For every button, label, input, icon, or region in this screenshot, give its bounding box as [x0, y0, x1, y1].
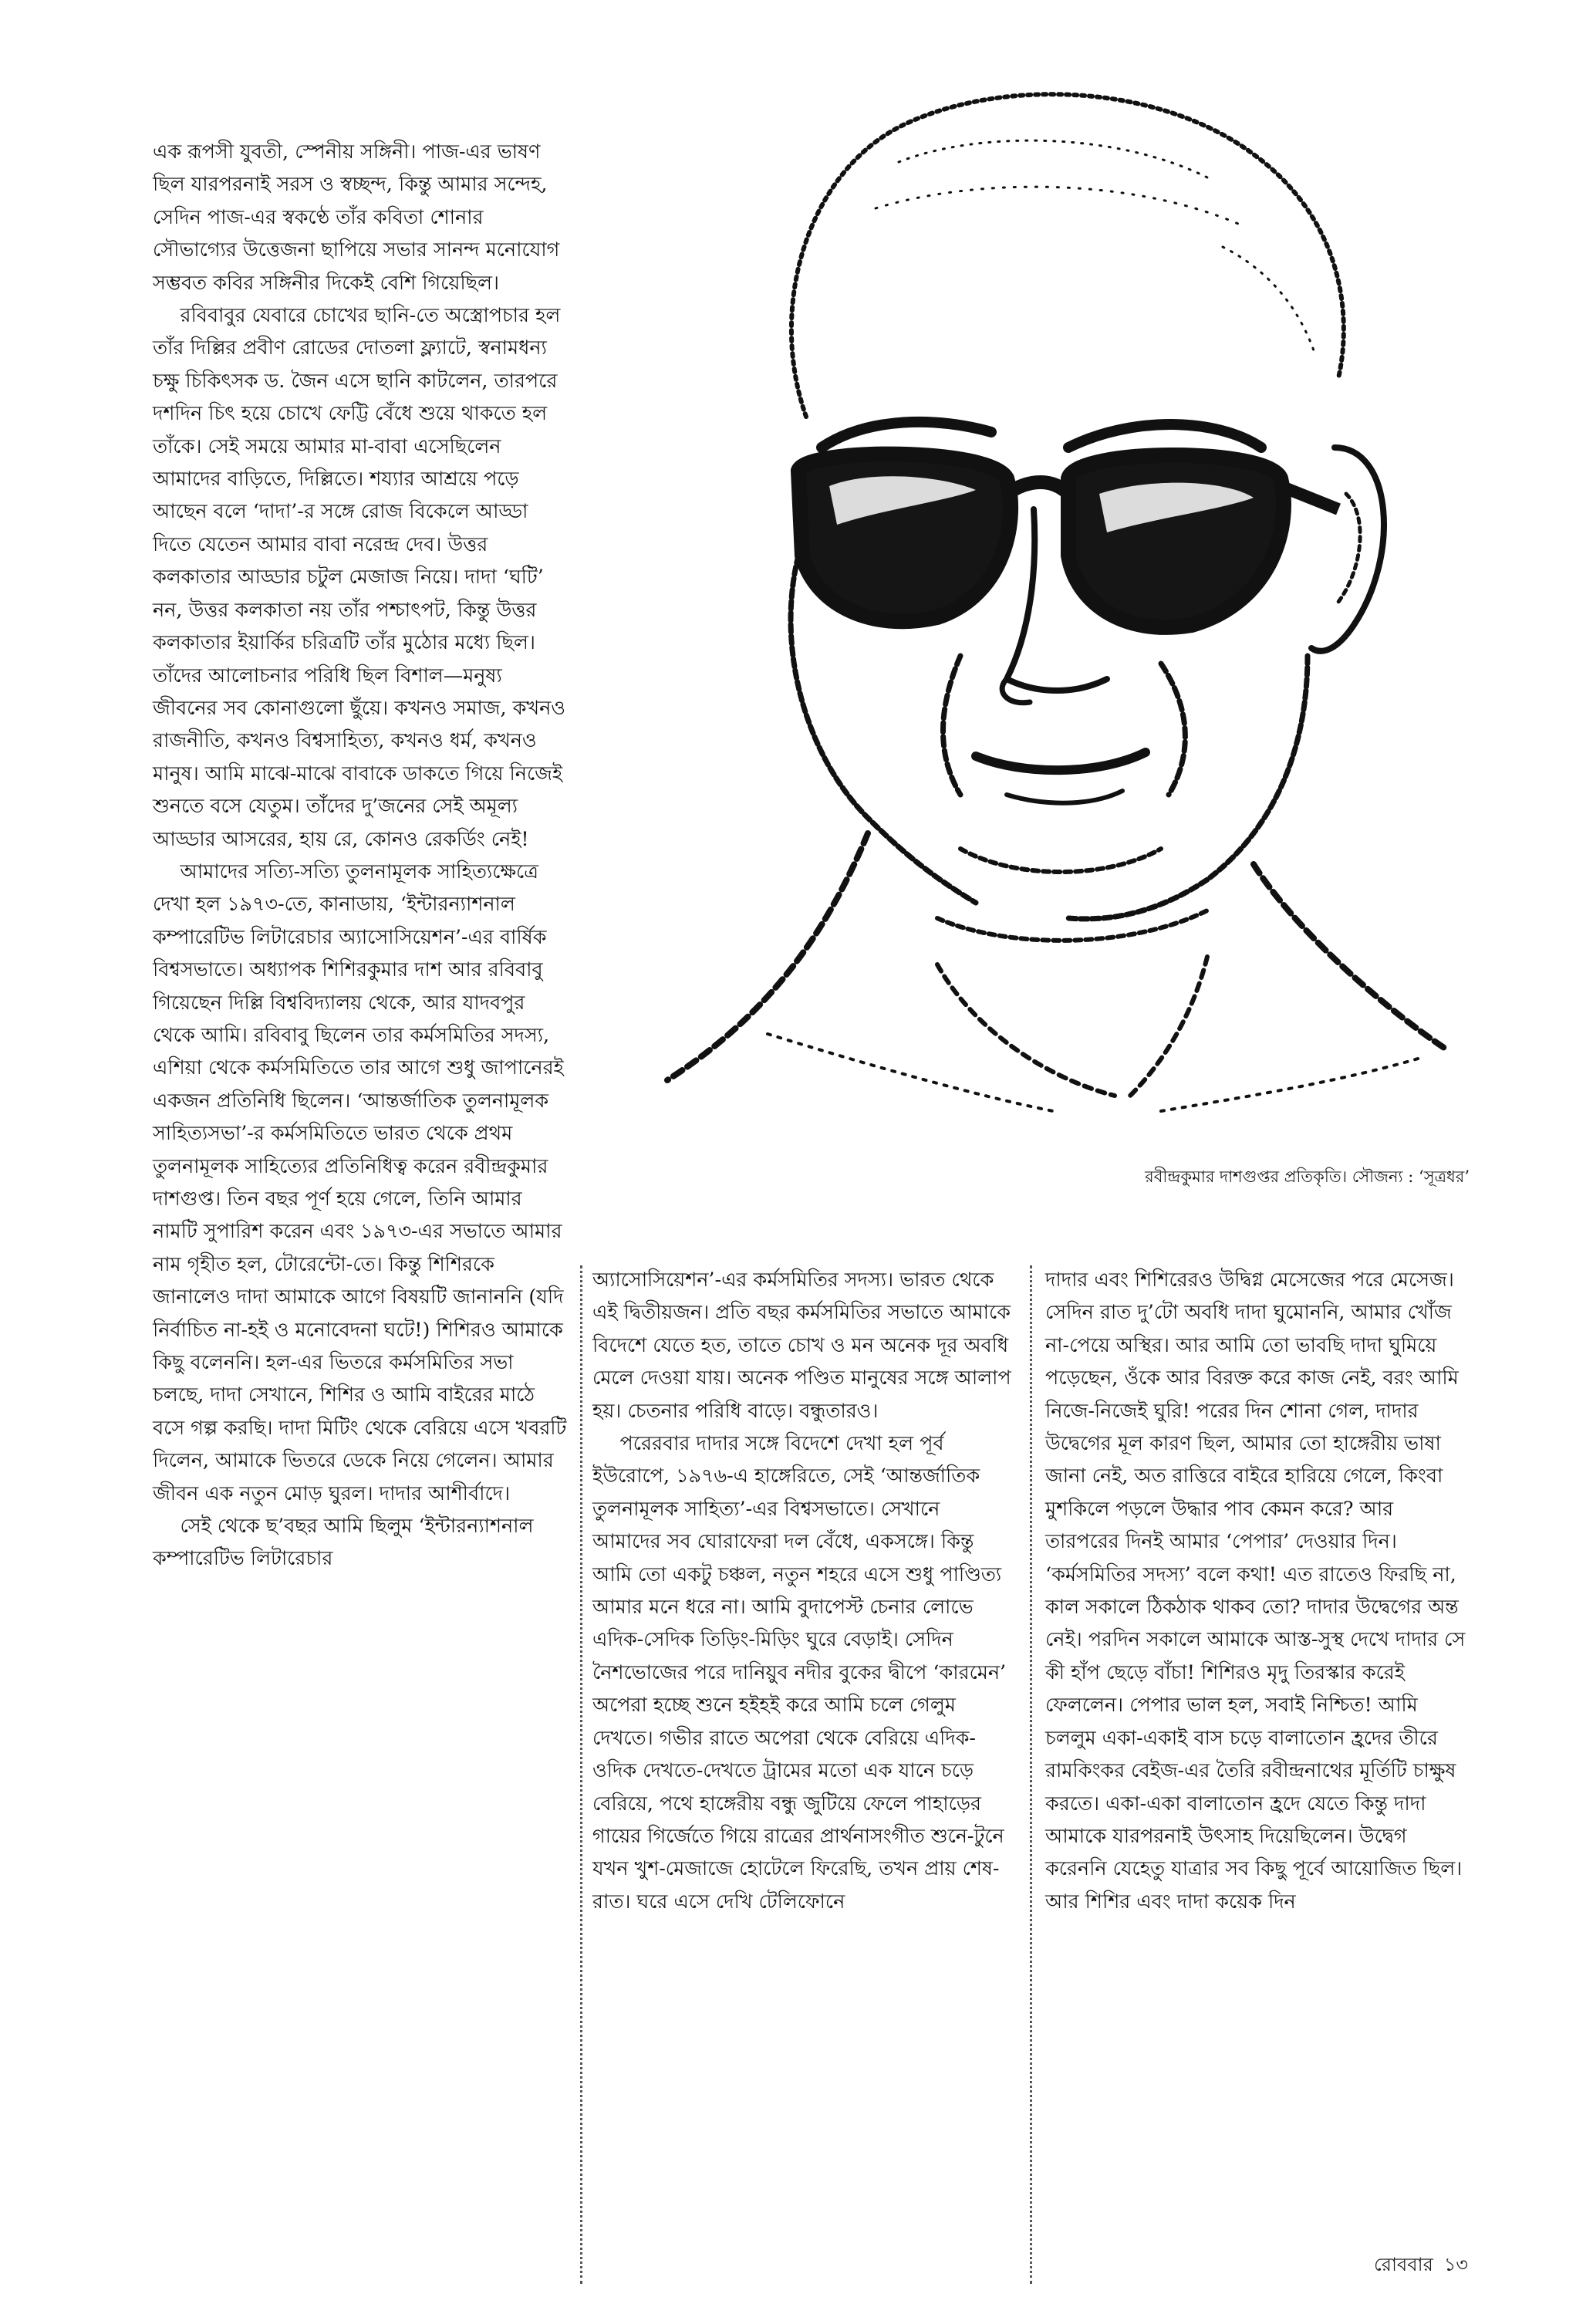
- figure-caption: রবীন্দ্রকুমার দাশগুপ্তর প্রতিকৃতি। সৌজন্য : ‘সূত্রধর’: [1145, 1167, 1470, 1186]
- column-divider: [580, 1265, 582, 2284]
- paragraph: সেই থেকে ছ’বছর আমি ছিলুম ‘ইন্টারন্যাশনাল কম্পারেটিভ লিটারেচার: [153, 1514, 534, 1570]
- mouth: [976, 752, 1146, 770]
- paragraph: দাদার এবং শিশিরেরও উদ্বিগ্ন মেসেজের পরে মেসেজ। সেদিন রাত দু’টো অবধি দাদা ঘুমোননি, আমার খোঁজ না-পেয়ে অস্থির। আর আমি তো ভাবছি দাদা ঘুমিয়ে পড়েছেন, ওঁকে আর বিরক্ত করে কাজ নেই, বরং আমি নিজে-নিজেই ঘুরি! পরের দিন শোনা গেল, দাদার উদ্বেগের মূল কারণ ছিল, আমার তো হাঙ্গেরীয় ভাষা জানা নেই, অত রাত্তিরে বাইরে হারিয়ে গেলে, কিংবা মুশকিলে পড়লে উদ্ধার পাব কেমন করে? আর তারপরের দিনই আমার ‘পেপার’ দেওয়ার দিন। ‘কর্মসমিতির সদস্য’ বলে কথা! এত রাতেও ফিরছি না, কাল সকালে ঠিকঠাক থাকব তো? দাদার উদ্বেগের অন্ত নেই। পরদিন সকালে আমাকে আস্ত-সুস্থ দেখে দাদার সে কী হাঁপ ছেড়ে বাঁচা! শিশিরও মৃদু তিরস্কার করেই ফেললেন। পেপার ভাল হল, সবাই নিশ্চিত! আমি চললুম একা-একাই বাস চড়ে বালাতোন হ্রদের তীরে রামকিংকর বেইজ-এর তৈরি রবীন্দ্রনাথের মূর্তিটি চাক্ষুষ করতে। একা-একা বালাতোন হ্রদে যেতে কিন্তু দাদা আমাকে যারপরনাই উৎসাহ দিয়েছিলেন। উদ্বেগ করেননি যেহেতু যাত্রার সব কিছু পূর্বে আয়োজিত ছিল। আর শিশির এবং দাদা কয়েক দিন: [1045, 1268, 1466, 1913]
- neck-fold: [937, 910, 1207, 941]
- ear: [1311, 448, 1384, 651]
- page-footer: [1363, 2253, 1468, 2276]
- paragraph: আমাদের সত্যি-সত্যি তুলনামূলক সাহিত্যক্ষেত্রে দেখা হল ১৯৭৩-তে, কানাডায়, ‘ইন্টারন্যাশনাল কম্পারেটিভ লিটারেচার অ্যাসোসিয়েশন’-এর বার্ষিক বিশ্বসভাতে। অধ্যাপক শিশিরকুমার দাশ আর রবিবাবু গিয়েছেন দিল্লি বিশ্ববিদ্যালয় থেকে, আর যাদবপুর থেকে আমি। রবিবাবু ছিলেন তার কর্মসমিতির সদস্য, এশিয়া থেকে কর্মসমিতিতে তার আগে শুধু জাপানেরই একজন প্রতিনিধি ছিলেন। ‘আন্তর্জাতিক তুলনামূলক সাহিত্যসভা’-র কর্মসমিতিতে ভারত থেকে প্রথম তুলনামূলক সাহিত্যের প্রতিনিধিত্ব করেন রবীন্দ্রকুমার দাশগুপ্ত। তিন বছর পূর্ণ হয়ে গেলে, তিনি আমার নামটি সুপারিশ করেন এবং ১৯৭৩-এর সভাতে আমার নাম গৃহীত হল, টোরেন্টো-তে। কিন্তু শিশিরকে জানালেও দাদা আমাকে আগে বিষয়টি জানাননি (যদি নির্বাচিত না-হই ও মনোবেদনা ঘটে!) শিশিরও আমাকে কিছু বলেননি। হল-এর ভিতরে কর্মসমিতির সভা চলছে, দাদা সেখানে, শিশির ও আমি বাইরের মাঠে বসে গল্প করছি। দাদা মিটিং থেকে বেরিয়ে এসে খবরটি দিলেন, আমাকে ভিতরে ডেকে নিয়ে গেলেন। আমার জীবন এক নতুন মোড় ঘুরল। দাদার আশীর্বাদে।: [153, 859, 567, 1505]
- article-column-right: [1045, 1263, 1470, 1917]
- forehead-texture: [899, 140, 1207, 177]
- paragraph: এক রূপসী যুবতী, স্পেনীয় সঙ্গিনী। পাজ-এর ভাষণ ছিল যারপরনাই সরস ও স্বচ্ছন্দ, কিন্তু আমার সন্দেহ, সেদিন পাজ-এর স্বকণ্ঠে তাঁর কবিতা শোনার সৌভাগ্যের উত্তেজনা ছাপিয়ে সভার সানন্দ মনোযোগ সম্ভবত কবির সঙ্গিনীর দিকেই বেশি গিয়েছিল।: [153, 140, 560, 294]
- paragraph: অ্যাসোসিয়েশন’-এর কর্মসমিতির সদস্য। ভারত থেকে এই দ্বিতীয়জন। প্রতি বছর কর্মসমিতির সভাতে আমাকে বিদেশে যেতে হত, তাতে চোখ ও মন অনেক দূর অবধি মেলে দেওয়া যায়। অনেক পণ্ডিত মানুষের সঙ্গে আলাপ হয়। চেতনার পরিধি বাড়ে। বন্ধুতারও।: [592, 1268, 1011, 1422]
- collar-left: [667, 833, 868, 1080]
- page-number: ১৩: [1443, 2254, 1468, 2275]
- portrait-illustration: [575, 15, 1470, 1134]
- article-column-left: [153, 135, 569, 1575]
- head-outline: [791, 94, 1344, 417]
- collar-right: [1254, 864, 1446, 1049]
- left-eyebrow: [822, 422, 991, 448]
- paragraph: পরেরবার দাদার সঙ্গে বিদেশে দেখা হল পূর্ব ইউরোপে, ১৯৭৬-এ হাঙ্গেরিতে, সেই ‘আন্তর্জাতিক তুলনামূলক সাহিত্য’-এর বিশ্বসভাতে। সেখানে আমাদের সব ঘোরাফেরা দল বেঁধে, একসঙ্গে। কিন্তু আমি তো একটু চঞ্চল, নতুন শহরে এসে শুধু পাণ্ডিত্য আমার মনে ধরে না। আমি বুদাপেস্ট চেনার লোভে এদিক-সেদিক তিড়িং-মিড়িং ঘুরে বেড়াই। সেদিন নৈশভোজের পরে দানিয়ুব নদীর বুকের দ্বীপে ‘কারমেন’ অপেরা হচ্ছে শুনে হইহই করে আমি চলে গেলুম দেখতে। গভীর রাতে অপেরা থেকে বেরিয়ে এদিক-ওদিক দেখতে-দেখতে ট্রামের মতো এক যানে চড়ে বেরিয়ে, পথে হাঙ্গেরীয় বন্ধু জুটিয়ে ফেলে পাহাড়ের গায়ের গির্জেতে গিয়ে রাত্রের প্রার্থনাসংগীত শুনে-টুনে যখন খুশ-মেজাজে হোটেলে ফিরেছি, তখন প্রায় শেষ-রাত। ঘরে এসে দেখি টেলিফোনে: [592, 1431, 1007, 1913]
- glasses-bridge: [1007, 482, 1068, 494]
- magazine-name: রোববার: [1374, 2254, 1433, 2275]
- right-lens: [1068, 455, 1284, 627]
- paragraph: রবিবাবুর যেবারে চোখের ছানি-তে অস্ত্রোপচার হল তাঁর দিল্লির প্রবীণ রোডের দোতলা ফ্ল্যাটে, স্বনামধন্য চক্ষু চিকিৎসক ড. জৈন এসে ছানি কাটলেন, তারপরে দশদিন চিৎ হয়ে চোখে ফেট্টি বেঁধে শুয়ে থাকতে হল তাঁকে। সেই সময়ে আমার মা-বাবা এসেছিলেন আমাদের বাড়িতে, দিল্লিতে। শয্যার আশ্রয়ে পড়ে আছেন বলে ‘দাদা’-র সঙ্গে রোজ বিকেলে আড্ডা দিতে যেতেন আমার বাবা নরেন্দ্র দেব। উত্তর কলকাতার আড্ডার চটুল মেজাজ নিয়ে। দাদা ‘ঘটি’ নন, উত্তর কলকাতা নয় তাঁর পশ্চাৎপট, কিন্তু উত্তর কলকাতার ইয়ার্কির চরিত্রটি তাঁর মুঠোর মধ্যে ছিল। তাঁদের আলোচনার পরিধি ছিল বিশাল—মনুষ্য জীবনের সব কোনাগুলো ছুঁয়ে। কখনও সমাজ, কখনও রাজনীতি, কখনও বিশ্বসাহিত্য, কখনও ধর্ম, কখনও মানুষ। আমি মাঝে-মাঝে বাবাকে ডাকতে গিয়ে নিজেই শুনতে বসে যেতুম। তাঁদের দু’জনের সেই অমূল্য আড্ডার আসরের, হায় রে, কোনও রেকর্ডিং নেই!: [153, 303, 565, 850]
- right-cheek: [1068, 656, 1308, 919]
- right-eyebrow: [1068, 424, 1261, 448]
- column-divider: [1030, 1265, 1032, 2284]
- chin: [960, 849, 1161, 872]
- article-column-middle: [592, 1263, 1013, 1917]
